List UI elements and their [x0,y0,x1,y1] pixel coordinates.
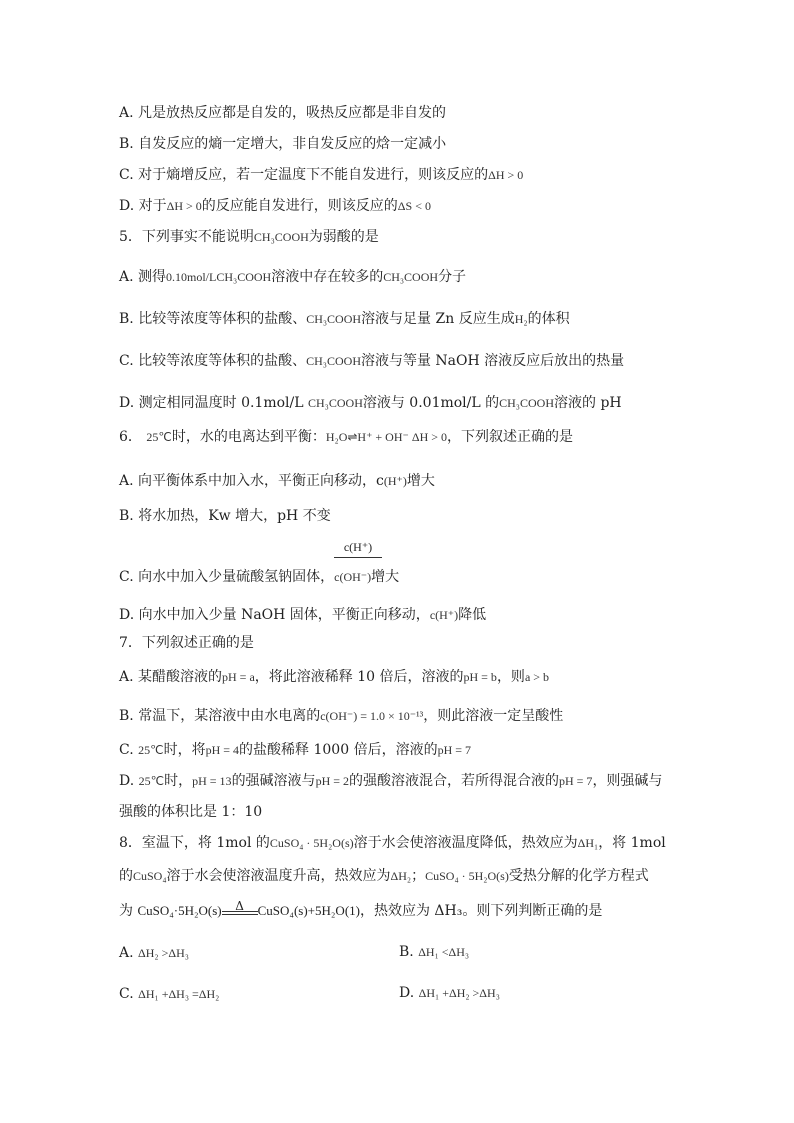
q8-l2-text3: ； [411,868,426,884]
q5-b-text2: 溶液与足量 Zn 反应生成 [361,311,515,327]
q7-d-label: D. [119,773,139,789]
q4-option-d-math1: ΔH > 0 [166,199,202,213]
q5-option-c [119,352,624,370]
q7-stem: 7．下列叙述正确的是 [119,635,254,651]
q8-option-c [119,985,219,1003]
q7-option-d [119,772,662,790]
q6-stem-text2: ，下列叙述正确的是 [447,429,573,445]
q7-b-text2: ，则此溶液一定呈酸性 [423,708,564,724]
q4-option-c [119,166,523,184]
q8-d-label: D. [399,985,415,1001]
q8-l2-chem: CuSO₄ [133,869,167,883]
q8-l1-dh: ΔH₁ [577,836,599,850]
q7-d-text4: ，则强碱与 [592,773,663,789]
q8-l1-text2: 溶于水会使溶液温度降低，热效应为 [353,835,578,851]
q5-option-b [119,310,570,328]
q8-option-b [399,944,469,960]
q8-d-math: ΔH₁ +ΔH₂ >ΔH₃ [418,986,500,1000]
q7-c-text1: 时，将 [163,742,206,758]
q5-b-chem2: H₂ [514,312,528,326]
q7-a-math2: pH = b [463,670,497,684]
q7-option-d-continued: 强酸的体积比是 1：10 [119,804,263,820]
q6-option-c [119,568,399,586]
q6-a-text1: A. 向平衡体系中加入水，平衡正向移动，c [119,473,384,489]
q7-b-math: c(OH⁻) = 1.0 × 10⁻¹³ [320,709,424,723]
delta-heat-icon: Δ [235,899,244,913]
q8-c-math: ΔH₁ +ΔH₃ =ΔH₂ [138,987,220,1001]
q6-c-text1: C. 向水中加入少量硫酸氢钠固体， [119,569,335,585]
q8-equation-arrow [222,899,258,915]
q5-d-chem2: CH₃COOH [499,396,554,410]
q4-option-d-text2: 的反应能自发进行，则该反应的 [201,198,398,214]
q4-option-d-text1: D. 对于 [119,198,167,214]
q8-l3-text1: 为 [119,903,138,919]
q8-l2-text1: 的 [119,868,133,884]
q5-d-text2: 溶液与 0.01mol/L 的 [362,395,500,411]
q7-d-temp: 25℃ [138,774,165,788]
q4-option-c-text: C. 对于熵增反应，若一定温度下不能自发进行，则该反应的 [119,167,489,183]
q6-option-d [119,606,486,624]
q7-c-temp: 25℃ [138,743,164,757]
q5-a-text3: 分子 [438,269,467,285]
q8-l1-chem: CuSO₄ · 5H₂O(s) [269,836,354,850]
q6-stem-temp: 25℃ [146,430,172,444]
q6-stem-text1: 时，水的电离达到平衡： [171,429,326,445]
q7-option-a [119,668,549,686]
q8-stem-line1 [119,834,666,852]
q8-b-math: ΔH₁ <ΔH₃ [418,945,470,959]
q7-a-text3: ，则 [496,669,525,685]
q8-option-d [399,985,500,1001]
q5-c-text1: C. 比较等浓度等体积的盐酸、 [119,353,307,369]
q6-option-a [119,472,435,490]
q6-option-b: B. 将水加热，Kw 增大，pH 不变 [119,508,331,524]
q6-stem-num: 6． [119,429,147,445]
q8-c-label: C. [119,986,134,1002]
q5-a-text2: 溶液中存在较多的 [271,269,384,285]
q8-l2-chem2: CuSO₄ · 5H₂O(s) [425,869,509,883]
q8-l1-text1: 8．室温下，将 1mol 的 [119,835,270,851]
q5-stem [119,228,379,246]
q5-option-d [119,394,622,412]
q8-stem-line2 [119,867,649,885]
q6-c-numerator: c(H⁺) [343,540,373,554]
q5-stem-chem: CH₃COOH [253,230,309,244]
q8-l2-dh: ΔH₂ [390,869,412,883]
q8-l1-text3: ，将 1mol [598,835,666,851]
q6-a-math: (H⁺) [383,474,407,488]
q6-stem [119,428,573,446]
q5-b-text1: B. 比较等浓度等体积的盐酸、 [119,311,307,327]
q7-a-math1: pH = a [222,670,255,684]
q6-c-text2: 增大 [371,569,400,585]
q8-a-math: ΔH₂ >ΔH₃ [138,946,189,960]
q7-d-text3: 的强酸溶液混合，若所得混合液的 [349,773,559,789]
q6-c-denominator: c(OH⁻) [334,570,372,584]
q5-c-text2: 溶液与等量 NaOH 溶液反应后放出的热量 [360,353,625,369]
q7-d-math2: pH = 2 [315,774,349,788]
q6-a-text2: 增大 [406,473,435,489]
q7-c-text2: 的盐酸稀释 1000 倍后，溶液的 [239,742,438,758]
q5-b-chem1: CH₃COOH [306,312,362,326]
q4-option-d-math2: ΔS < 0 [397,199,431,213]
q5-stem-text1: 5．下列事实不能说明 [119,229,254,245]
q6-d-text1: D. 向水中加入少量 NaOH 固体，平衡正向移动， [119,607,430,623]
q8-l2-text4: 受热分解的化学方程式 [508,868,649,884]
q7-option-b [119,707,563,725]
q8-stem-line3 [119,899,603,920]
q5-b-text3: 的体积 [527,311,570,327]
q7-d-math1: pH = 13 [192,774,232,788]
q5-a-chem2: CH₃COOH [383,270,439,284]
q5-a-chem1: 0.10mol/LCH₃COOH [166,270,272,284]
q7-c-label: C. [119,742,139,758]
q8-b-label: B. [399,944,414,960]
q5-stem-text2: 为弱酸的是 [308,229,379,245]
q5-d-text1: D. 测定相同温度时 0.1mol/L [119,395,308,411]
q5-a-text1: A. 测得 [119,269,167,285]
q8-equation-lhs: CuSO₄·5H₂O(s) [137,903,222,918]
q6-d-math: c(H⁺) [429,608,459,622]
q7-c-math1: pH = 4 [205,743,240,757]
q8-l2-text2: 溶于水会使溶液温度升高，热效应为 [166,868,391,884]
q5-d-text3: 溶液的 pH [554,395,622,411]
q5-option-a [119,268,466,286]
q6-c-fraction [334,540,382,560]
q7-a-math3: a > b [524,670,550,684]
q6-d-text2: 降低 [458,607,487,623]
q4-option-b: B. 自发反应的熵一定增大，非自发反应的焓一定减小 [119,136,447,152]
q8-option-a [119,944,189,962]
q7-a-text2: ，将此溶液稀释 10 倍后，溶液的 [254,669,464,685]
q8-a-label: A. [119,945,134,961]
q7-d-text1: 时， [164,773,193,789]
q8-l3-text2: ，热效应为 ΔH₃。则下列判断正确的是 [359,903,603,919]
q6-stem-equation: H₂O⇌H⁺ + OH⁻ ΔH > 0 [325,430,447,444]
q4-option-a: A. 凡是放热反应都是自发的，吸热反应都是非自发的 [119,105,447,121]
q7-b-text1: B. 常温下，某溶液中由水电离的 [119,708,321,724]
q5-d-chem1: CH₃COOH [308,396,363,410]
q4-option-c-math: ΔH > 0 [488,168,524,182]
q4-option-d [119,197,431,215]
q7-d-text2: 的强碱溶液与 [231,773,316,789]
q7-a-text1: A. 某醋酸溶液的 [119,669,223,685]
q7-option-c [119,741,471,759]
q7-d-math3: pH = 7 [559,774,593,788]
fraction-bar [334,557,382,558]
q5-c-chem: CH₃COOH [306,354,361,368]
q8-equation-rhs: CuSO₄(s)+5H₂O(1) [257,903,360,918]
q7-c-math2: pH = 7 [437,743,472,757]
